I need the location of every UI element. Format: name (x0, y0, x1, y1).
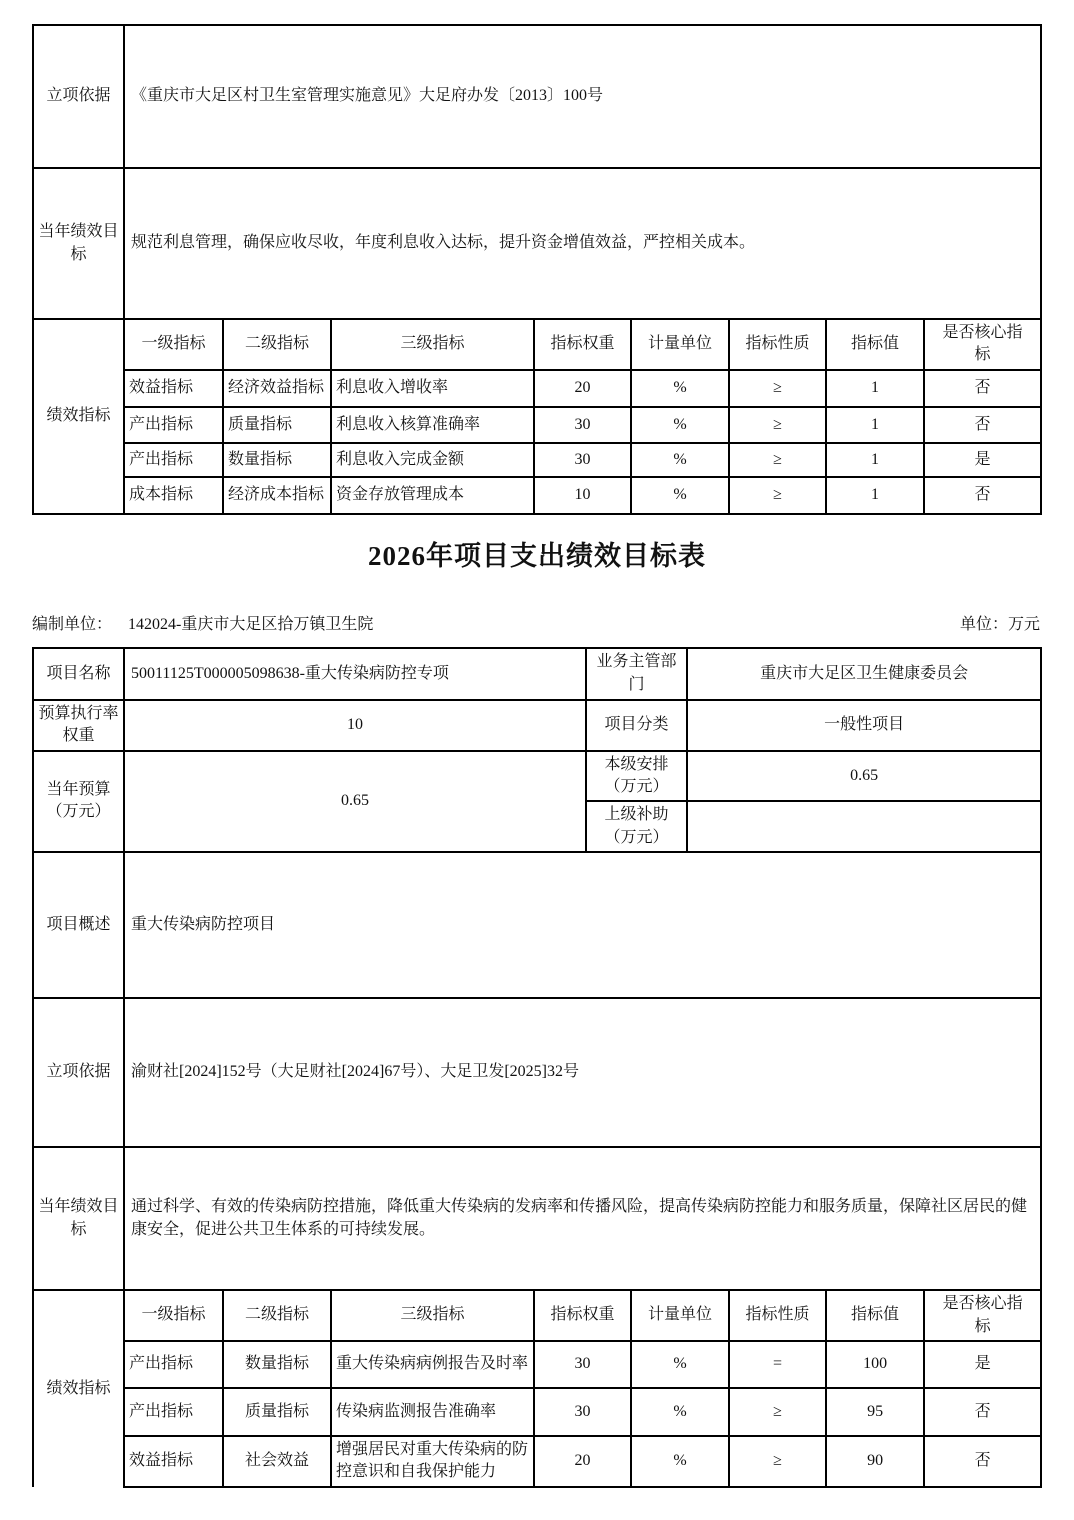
t2-budget-label: 当年预算（万元） (33, 751, 124, 853)
t2-local-value: 0.65 (687, 751, 1041, 802)
indicator-cell: % (631, 1436, 729, 1487)
indicator-cell: 1 (826, 443, 924, 477)
indicator-cell: = (729, 1341, 826, 1388)
t2-header-level3: 三级指标 (331, 1290, 534, 1341)
project-performance-table (32, 647, 1042, 1488)
t2-dept-label: 业务主管部门 (586, 648, 687, 700)
indicator-cell: 增强居民对重大传染病的防控意识和自我保护能力 (331, 1436, 534, 1487)
t1-header-core: 是否核心指标 (924, 319, 1041, 370)
prepared-by (32, 615, 373, 635)
t2-budget-value: 0.65 (124, 751, 586, 853)
indicator-cell: 传染病监测报告准确率 (331, 1388, 534, 1436)
t1-target-value: 规范利息管理，确保应收尽收，年度利息收入达标，提升资金增值效益，严控相关成本。 (124, 168, 1041, 319)
t2-indicators-label: 绩效指标 (33, 1290, 124, 1487)
t2-overview-label: 项目概述 (33, 852, 124, 998)
indicator-cell: 产出指标 (124, 1388, 223, 1436)
indicator-cell: 产出指标 (124, 443, 223, 477)
t2-class-label: 项目分类 (586, 700, 687, 751)
indicator-cell: 经济效益指标 (223, 370, 331, 407)
page-title: 2026年项目支出绩效目标表 (368, 540, 706, 571)
t2-header-level1: 一级指标 (124, 1290, 223, 1341)
indicator-cell: 利息收入完成金额 (331, 443, 534, 477)
indicator-cell: 重大传染病病例报告及时率 (331, 1341, 534, 1388)
t2-weight-label: 预算执行率权重 (33, 700, 124, 751)
indicator-cell: 数量指标 (223, 443, 331, 477)
t2-target-label: 当年绩效目标 (33, 1147, 124, 1290)
indicator-cell: % (631, 1341, 729, 1388)
indicator-cell: 30 (534, 443, 631, 477)
t2-basis-label: 立项依据 (33, 998, 124, 1147)
indicator-cell: 20 (534, 370, 631, 407)
indicator-cell: 利息收入核算准确率 (331, 407, 534, 443)
indicator-cell: % (631, 477, 729, 514)
t2-name-label: 项目名称 (33, 648, 124, 700)
unit-label: 单位：万元 (959, 615, 1040, 633)
t1-target-label: 当年绩效目标 (33, 168, 124, 319)
t2-header-value: 指标值 (826, 1290, 924, 1341)
t1-header-value: 指标值 (826, 319, 924, 370)
indicator-cell: 成本指标 (124, 477, 223, 514)
indicator-cell: 数量指标 (223, 1341, 331, 1388)
t1-basis-value: 《重庆市大足区村卫生室管理实施意见》大足府办发〔2013〕100号 (124, 25, 1041, 168)
t2-header-core: 是否核心指标 (924, 1290, 1041, 1341)
meta-row (32, 615, 1040, 635)
indicator-cell: 质量指标 (223, 1388, 331, 1436)
indicator-cell: 经济成本指标 (223, 477, 331, 514)
t1-header-weight: 指标权重 (534, 319, 631, 370)
indicator-cell: 效益指标 (124, 1436, 223, 1487)
indicator-cell: 质量指标 (223, 407, 331, 443)
indicator-cell: 1 (826, 477, 924, 514)
prepared-by-value: 142024-重庆市大足区拾万镇卫生院 (128, 615, 374, 633)
indicator-cell: 30 (534, 407, 631, 443)
indicator-cell: % (631, 443, 729, 477)
t2-name-value: 50011125T000005098638-重大传染病防控专项 (124, 648, 586, 700)
indicator-cell: 95 (826, 1388, 924, 1436)
t2-local-label: 本级安排（万元） (586, 751, 687, 802)
t2-header-weight: 指标权重 (534, 1290, 631, 1341)
indicator-cell: ≥ (729, 443, 826, 477)
indicator-cell: ≥ (729, 1388, 826, 1436)
t2-weight-value: 10 (124, 700, 586, 751)
indicator-cell: 是 (924, 443, 1041, 477)
indicator-cell: ≥ (729, 407, 826, 443)
indicator-cell: ≥ (729, 477, 826, 514)
indicator-cell: % (631, 1388, 729, 1436)
indicator-cell: 否 (924, 370, 1041, 407)
t2-header-nature: 指标性质 (729, 1290, 826, 1341)
t1-header-level2: 二级指标 (223, 319, 331, 370)
t1-indicators-label: 绩效指标 (33, 319, 124, 514)
indicator-cell: 10 (534, 477, 631, 514)
indicator-cell: 社会效益 (223, 1436, 331, 1487)
indicator-cell: 是 (924, 1341, 1041, 1388)
indicator-cell: 30 (534, 1341, 631, 1388)
indicator-cell: % (631, 407, 729, 443)
indicator-cell: 否 (924, 1388, 1041, 1436)
t2-overview-value: 重大传染病防控项目 (124, 852, 1041, 998)
indicator-cell: 20 (534, 1436, 631, 1487)
t2-class-value: 一般性项目 (687, 700, 1041, 751)
t2-target-value: 通过科学、有效的传染病防控措施，降低重大传染病的发病率和传播风险，提高传染病防控能力和服务质量，保障社区居民的健康安全，促进公共卫生体系的可持续发展。 (124, 1147, 1041, 1290)
indicator-cell: 30 (534, 1388, 631, 1436)
t2-upper-value (687, 801, 1041, 852)
previous-project-performance-table (32, 24, 1042, 515)
indicator-cell: 否 (924, 477, 1041, 514)
indicator-cell: 利息收入增收率 (331, 370, 534, 407)
prepared-by-label: 编制单位： (32, 615, 113, 633)
indicator-cell: 否 (924, 1436, 1041, 1487)
t2-header-unit: 计量单位 (631, 1290, 729, 1341)
t2-basis-value: 渝财社[2024]152号（大足财社[2024]67号）、大足卫发[2025]32号 (124, 998, 1041, 1147)
t1-header-level3: 三级指标 (331, 319, 534, 370)
t1-header-unit: 计量单位 (631, 319, 729, 370)
indicator-cell: % (631, 370, 729, 407)
indicator-cell: 90 (826, 1436, 924, 1487)
t2-header-level2: 二级指标 (223, 1290, 331, 1341)
indicator-cell: 100 (826, 1341, 924, 1388)
t1-header-nature: 指标性质 (729, 319, 826, 370)
indicator-cell: 效益指标 (124, 370, 223, 407)
indicator-cell: ≥ (729, 370, 826, 407)
t1-header-level1: 一级指标 (124, 319, 223, 370)
indicator-cell: 资金存放管理成本 (331, 477, 534, 514)
indicator-cell: 产出指标 (124, 1341, 223, 1388)
t2-dept-value: 重庆市大足区卫生健康委员会 (687, 648, 1041, 700)
t2-upper-label: 上级补助（万元） (586, 801, 687, 852)
t1-basis-label: 立项依据 (33, 25, 124, 168)
indicator-cell: 1 (826, 407, 924, 443)
indicator-cell: 1 (826, 370, 924, 407)
indicator-cell: 否 (924, 407, 1041, 443)
indicator-cell: ≥ (729, 1436, 826, 1487)
indicator-cell: 产出指标 (124, 407, 223, 443)
